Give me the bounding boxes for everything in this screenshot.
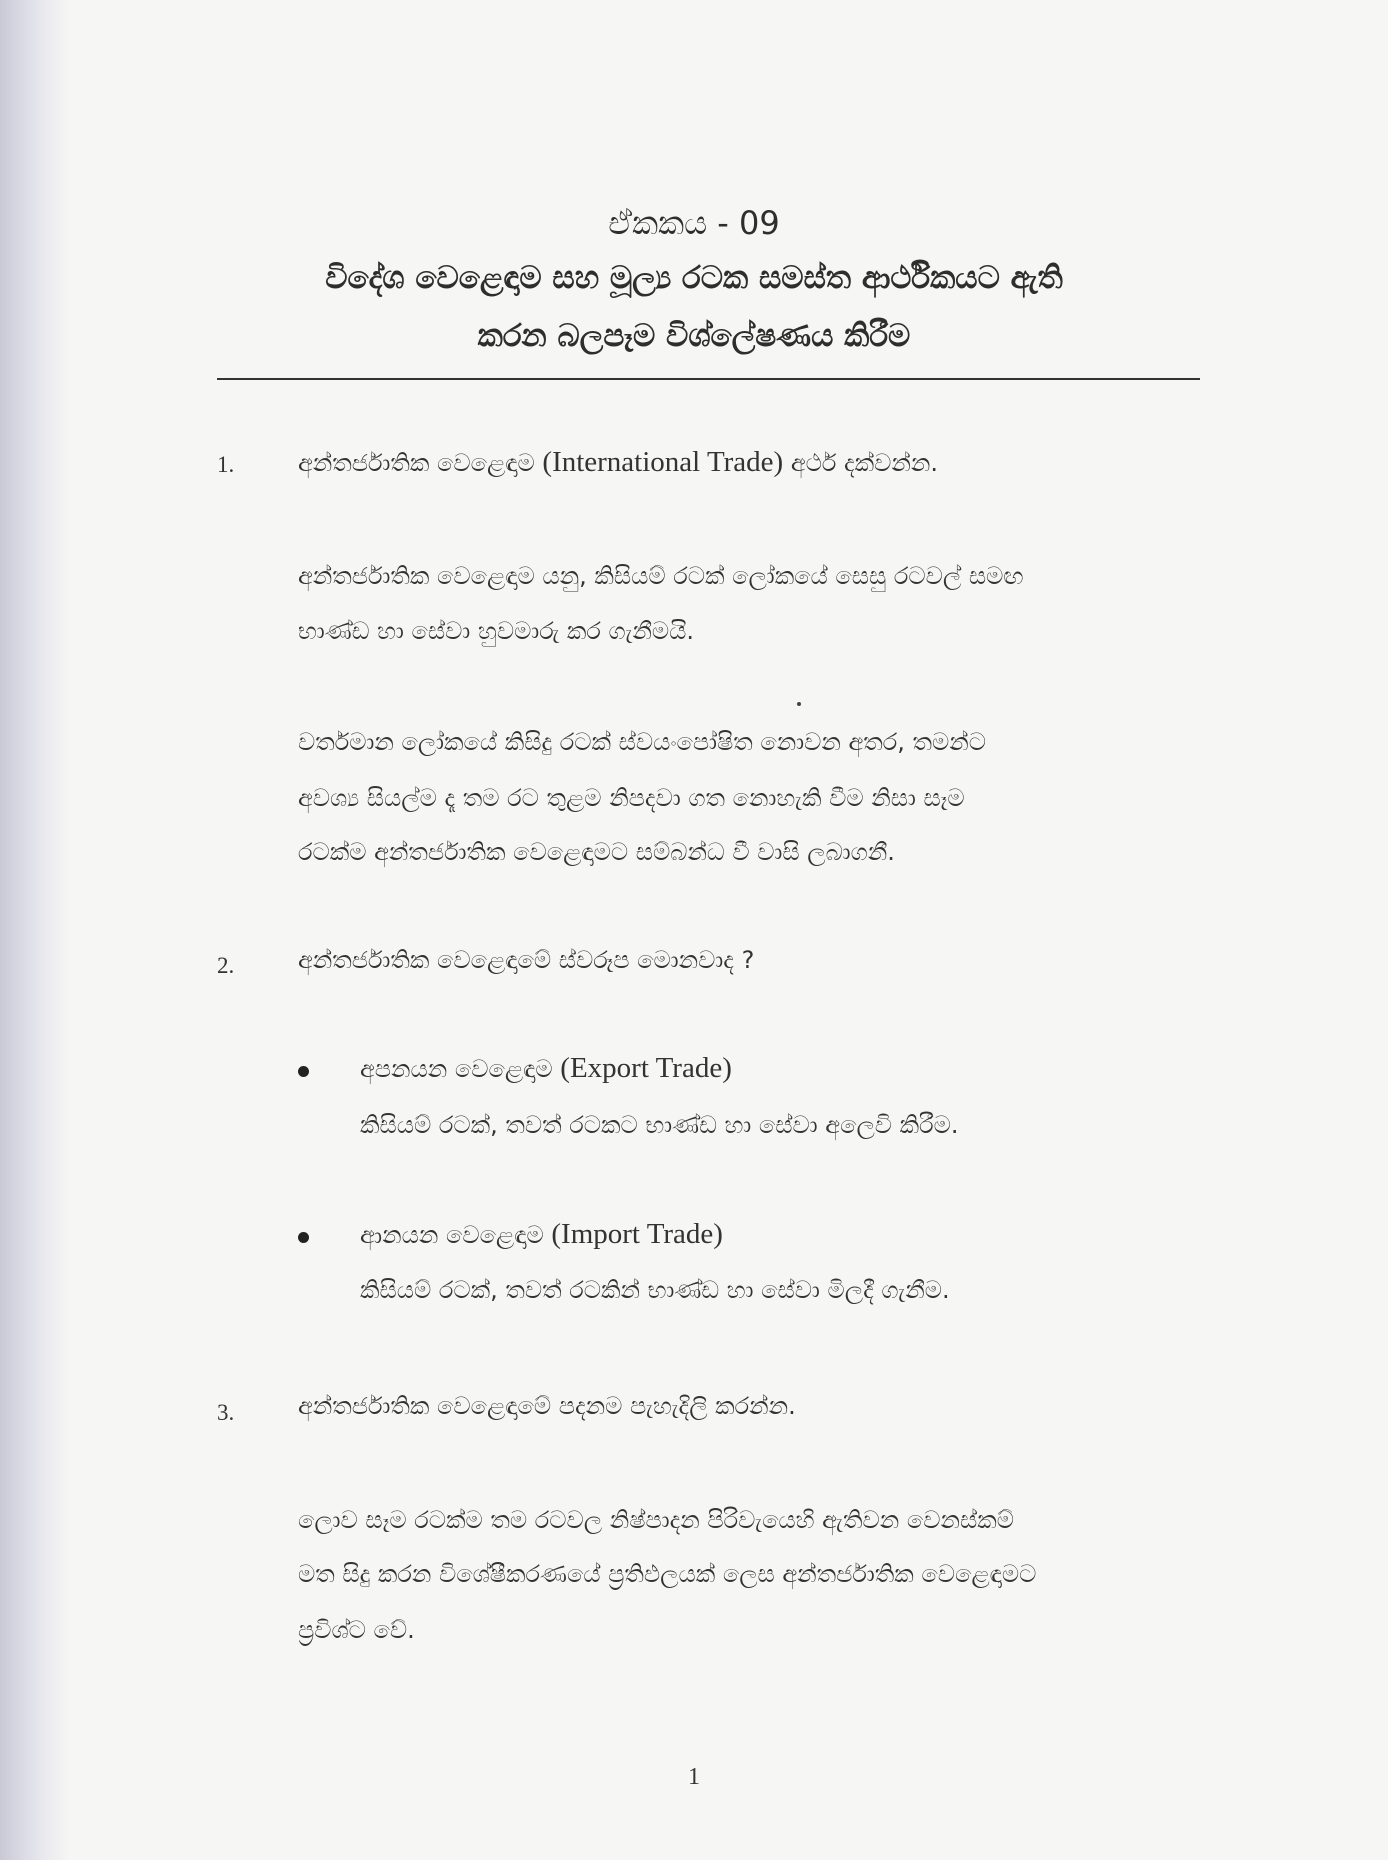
page-number: 1 xyxy=(688,1764,700,1790)
title-divider xyxy=(217,378,1200,380)
question-1-text-si: අන්තර්ජාතික වෙළෙඳාම xyxy=(298,449,535,477)
bullet-2-title-en: (Import Trade) xyxy=(551,1218,723,1250)
question-3-text: අන්තර්ජාතික වෙළෙඳාමේ පදනම පැහැදිලි කරන්න. xyxy=(298,1392,796,1420)
answer-3-line-2: මත සිදු කරන විශේෂීකරණයේ ප්‍රතිඵලයක් ලෙස අන්තර්ජාතික වෙළෙඳාමට xyxy=(298,1560,1037,1588)
chapter-title-line-1: විදේශ වෙළෙඳාම සහ මූල්‍ය රටක සමස්ත ආර්ථිකයට ඇති xyxy=(325,260,1063,296)
bullet-2-title-si: ආනයන වෙළෙඳාම xyxy=(360,1221,544,1249)
question-2-number: 2. xyxy=(217,953,235,978)
answer-1b-line-2: අවශ්‍ය සියල්ම දෑ තම රට තුළම නිපදවා ගත නොහැකි වීම නිසා සෑම xyxy=(298,784,965,812)
answer-3-line-3: ප්‍රවිශ්ට වේ. xyxy=(298,1616,415,1644)
question-1-text-en: (International Trade) xyxy=(542,446,784,478)
question-1-text xyxy=(298,446,938,479)
chapter-title-line-2: කරන බලපෑම විශ්ලේෂණය කිරීම xyxy=(477,318,911,354)
bullet-icon xyxy=(298,1066,309,1077)
bullet-1-title-si: අපනයන වෙළෙඳාම xyxy=(360,1055,553,1083)
bullet-1-title xyxy=(360,1052,732,1085)
answer-1b-line-1: වර්තමාන ලෝකයේ කිසිදු රටක් ස්වයංපෝෂිත නොවන අතර, තමන්ට xyxy=(298,728,987,756)
question-3-number: 3. xyxy=(217,1400,235,1425)
scan-speck xyxy=(797,702,801,706)
question-1-text-tail: අර්ථ දක්වන්න. xyxy=(790,449,939,477)
bullet-1-title-en: (Export Trade) xyxy=(560,1052,732,1084)
answer-1a-line-2: භාණ්ඩ හා සේවා හුවමාරු කර ගැනීමයි. xyxy=(298,617,695,645)
bullet-2-title xyxy=(360,1218,723,1251)
bullet-2-description: කිසියම් රටක්, තවත් රටකින් භාණ්ඩ හා සේවා මිලදී ගැනීම. xyxy=(360,1276,950,1304)
bullet-1-description: කිසියම් රටක්, තවත් රටකට භාණ්ඩ හා සේවා අලෙවි කිරීම. xyxy=(360,1111,959,1139)
unit-title: ඒකකය - 09 xyxy=(608,204,780,242)
question-2-text: අන්තර්ජාතික වෙළෙඳාමේ ස්වරූප මොනවාද ? xyxy=(298,946,755,974)
answer-1b-line-3: රටක්ම අන්තර්ජාතික වෙළෙඳාමට සම්බන්ධ වී වාසි ලබාගනී. xyxy=(298,838,895,866)
question-1-number: 1. xyxy=(217,452,235,477)
answer-1a-line-1: අන්තර්ජාතික වෙළෙඳාම යනු, කිසියම් රටක් ලෝකයේ සෙසු රටවල් සමඟ xyxy=(298,562,1024,590)
bullet-icon xyxy=(298,1232,309,1243)
answer-3-line-1: ලොව සෑම රටක්ම තම රටවල නිෂ්පාදන පිරිවැයෙහි ඇතිවන වෙනස්කම් xyxy=(298,1506,1014,1534)
